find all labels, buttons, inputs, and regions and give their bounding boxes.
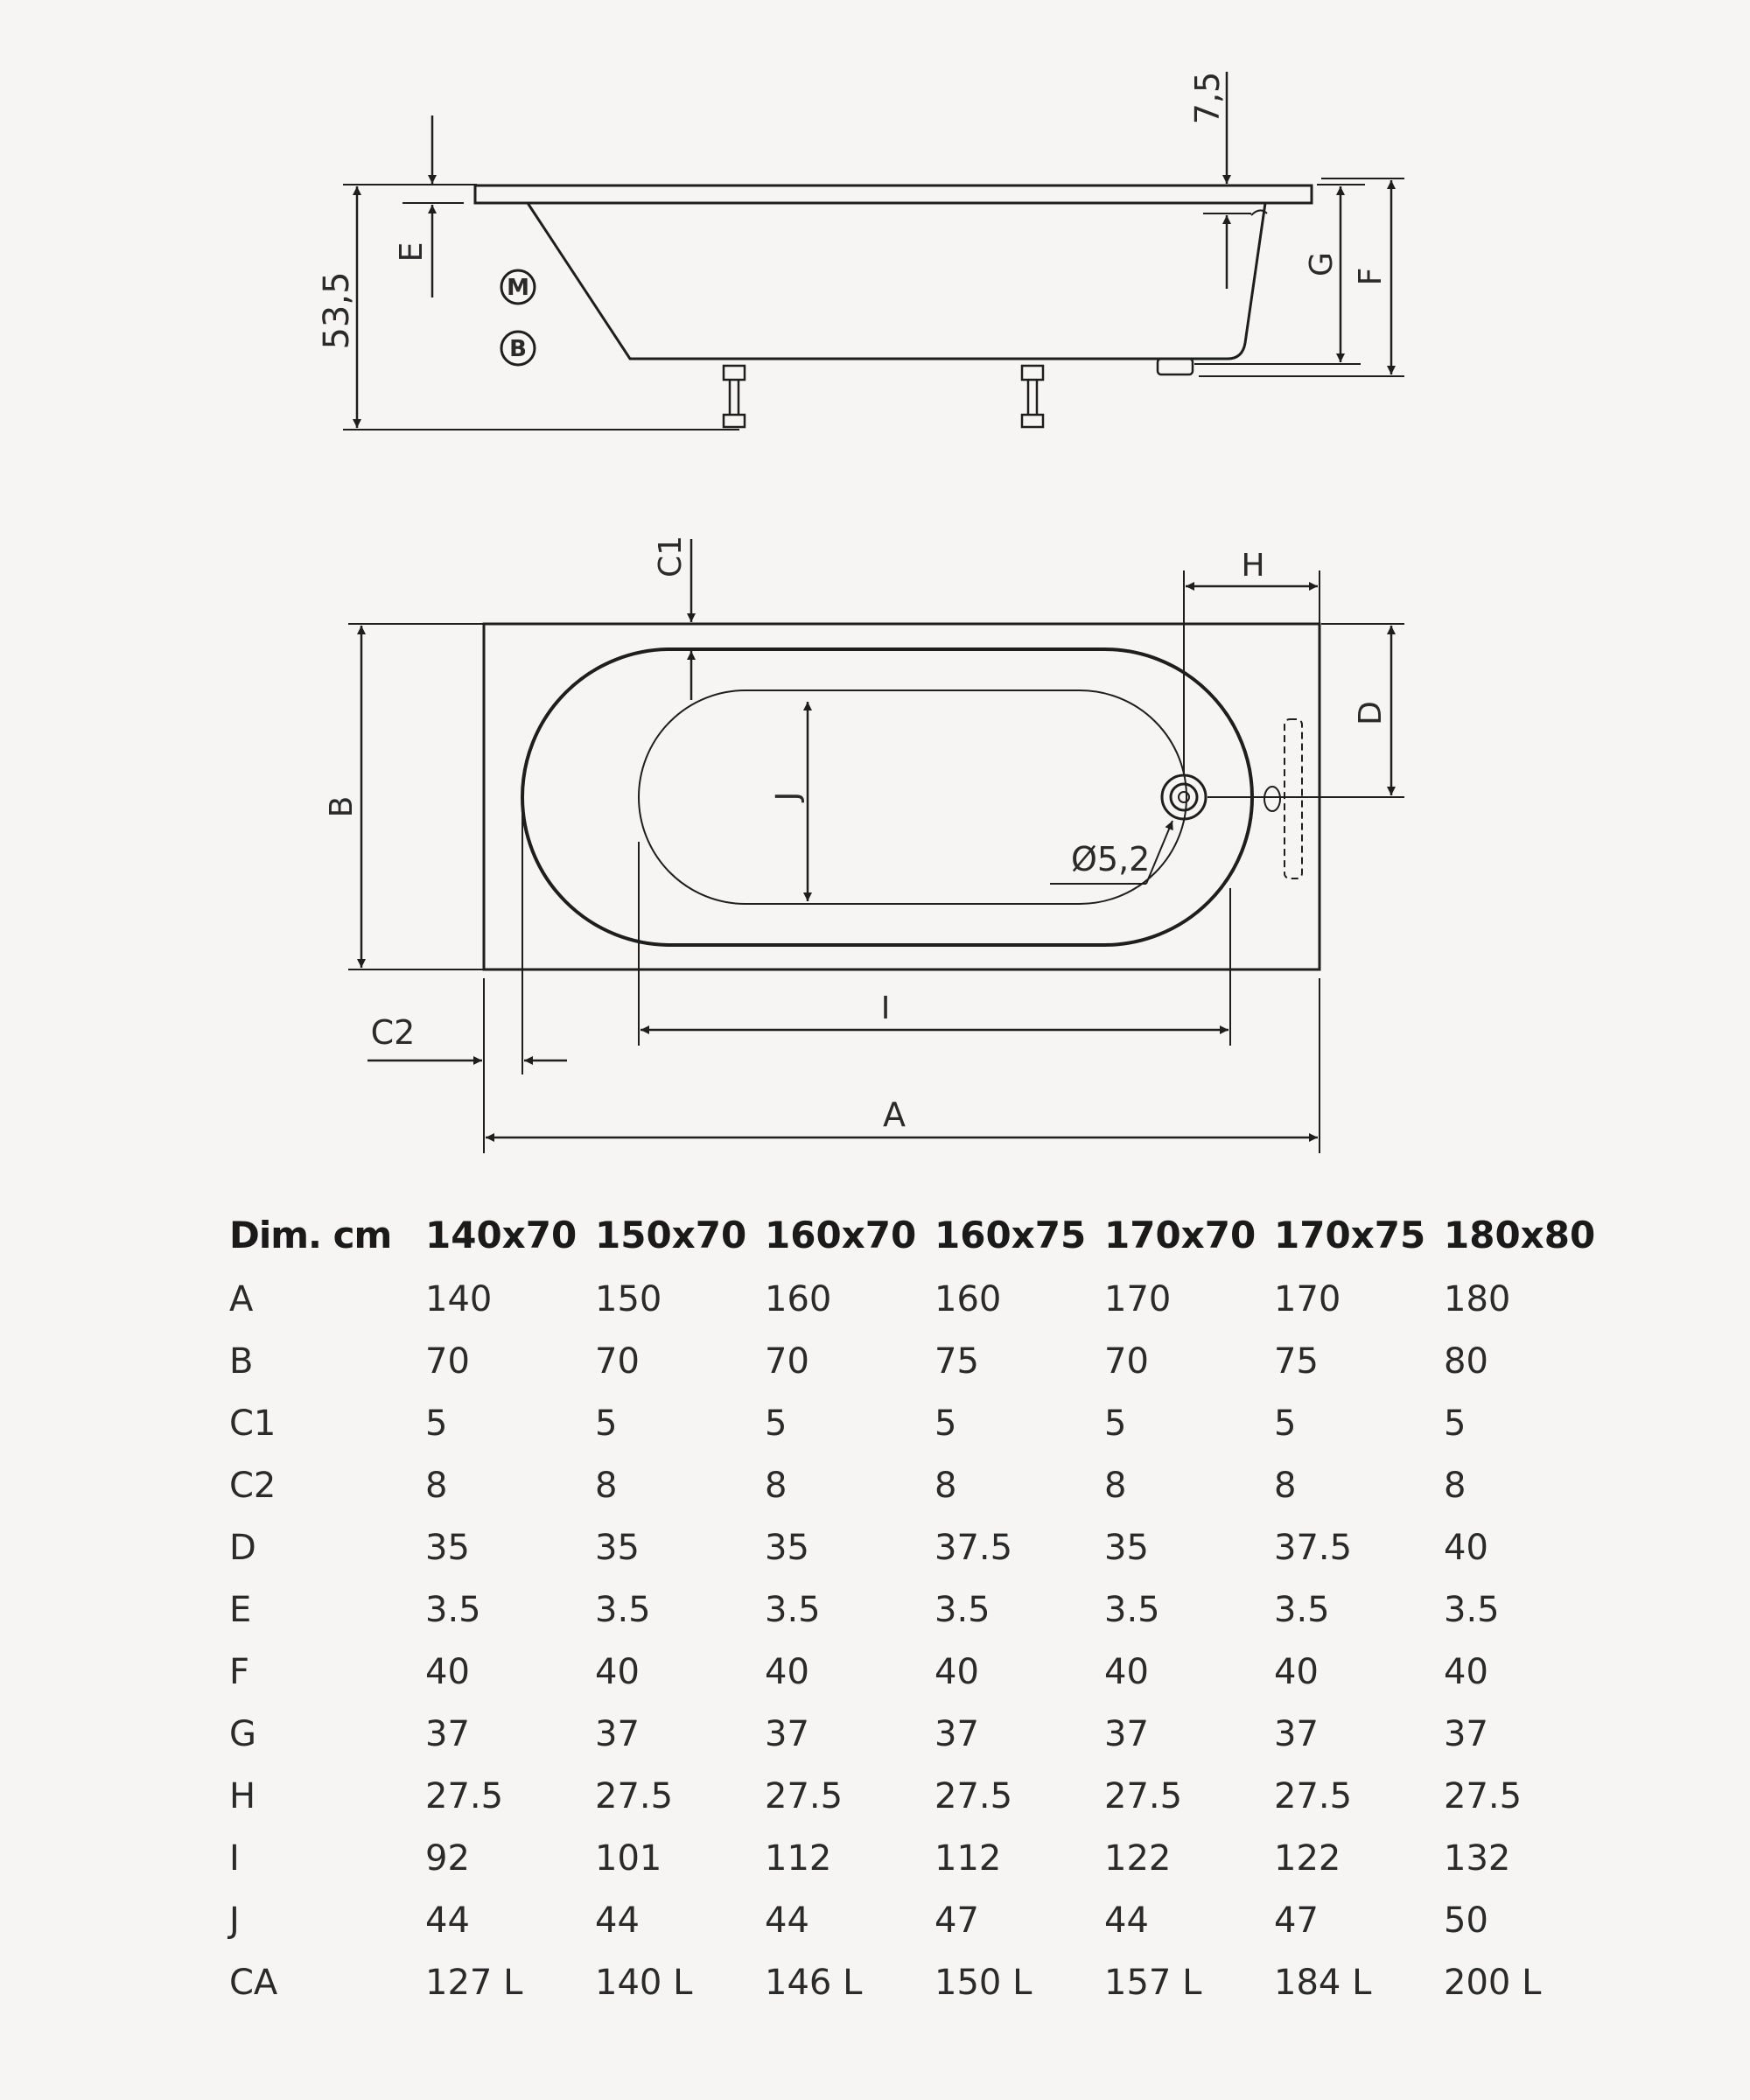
- table-cell: 27.5: [595, 1775, 674, 1816]
- row-label: F: [229, 1651, 250, 1692]
- table-cell: 37: [425, 1713, 470, 1754]
- overflow-outlet: [1158, 359, 1193, 374]
- dimension-c2: [368, 805, 567, 1153]
- column-header: 140x70: [425, 1213, 578, 1256]
- row-label: J: [229, 1900, 240, 1941]
- table-row: [229, 1703, 1614, 1765]
- table-cell: 40: [1444, 1651, 1488, 1692]
- table-cell: 157 L: [1104, 1962, 1202, 2003]
- table-row: [229, 1392, 1614, 1454]
- table-header-row: [229, 1201, 1614, 1268]
- column-header: 170x70: [1104, 1213, 1256, 1256]
- table-cell: 40: [1274, 1651, 1319, 1692]
- basin-outer: [522, 649, 1252, 945]
- table-cell: 37: [765, 1713, 809, 1754]
- table-cell: 75: [934, 1340, 979, 1382]
- table-cell: 5: [1274, 1403, 1297, 1444]
- table-cell: 40: [1104, 1651, 1149, 1692]
- marker-m-icon: [501, 270, 535, 304]
- table-cell: 5: [934, 1403, 957, 1444]
- dimension-e-label: E: [394, 242, 430, 262]
- table-cell: 132: [1444, 1838, 1511, 1879]
- column-header: 160x75: [934, 1213, 1087, 1256]
- table-cell: 44: [1104, 1900, 1149, 1941]
- table-cell: 35: [595, 1527, 640, 1568]
- table-cell: 5: [765, 1403, 788, 1444]
- table-cell: 37.5: [1274, 1527, 1353, 1568]
- total-height-label: 53,5: [317, 271, 357, 350]
- table-cell: 47: [934, 1900, 979, 1941]
- table-row: [229, 1765, 1614, 1827]
- dimension-j-label: J: [770, 791, 806, 802]
- table-cell: 8: [934, 1465, 957, 1506]
- table-cell: 37: [1104, 1713, 1149, 1754]
- top-offset-label: 7,5: [1188, 71, 1227, 125]
- row-label: A: [229, 1278, 254, 1320]
- table-cell: 27.5: [765, 1775, 844, 1816]
- table-cell: 44: [765, 1900, 809, 1941]
- table-row: [229, 1827, 1614, 1889]
- table-cell: 140 L: [595, 1962, 693, 2003]
- table-cell: 44: [425, 1900, 470, 1941]
- dimension-f: [1199, 178, 1404, 376]
- adjustable-leg: [724, 366, 745, 427]
- dimension-c1: [653, 536, 691, 700]
- table-cell: 112: [765, 1838, 832, 1879]
- table-cell: 37: [1274, 1713, 1319, 1754]
- table-cell: 140: [425, 1278, 493, 1320]
- table-cell: 27.5: [425, 1775, 504, 1816]
- dimension-g: [1194, 185, 1365, 364]
- table-cell: 3.5: [595, 1589, 651, 1630]
- dimension-a: [486, 978, 1320, 1153]
- table-cell: 3.5: [765, 1589, 821, 1630]
- column-header: 170x75: [1274, 1213, 1426, 1256]
- table-cell: 200 L: [1444, 1962, 1542, 2003]
- row-label: C1: [229, 1403, 276, 1444]
- row-label: CA: [229, 1962, 278, 2003]
- table-cell: 3.5: [1444, 1589, 1500, 1630]
- drain-diameter-label: Ø5,2: [1071, 840, 1151, 878]
- dimension-b-label: B: [324, 795, 360, 818]
- row-label: D: [229, 1527, 256, 1568]
- table-cell: 80: [1444, 1340, 1488, 1382]
- column-header: 180x80: [1444, 1213, 1596, 1256]
- dimensions-table: [229, 1201, 1614, 2013]
- overflow-slot: [1284, 719, 1302, 878]
- table-cell: 160: [765, 1278, 832, 1320]
- table-cell: 27.5: [1274, 1775, 1353, 1816]
- table-cell: 112: [934, 1838, 1002, 1879]
- table-cell: 35: [425, 1527, 470, 1568]
- table-cell: 5: [595, 1403, 618, 1444]
- table-cell: 70: [425, 1340, 470, 1382]
- marker-b-icon: [501, 332, 535, 365]
- table-cell: 8: [765, 1465, 788, 1506]
- table-cell: 170: [1274, 1278, 1341, 1320]
- table-row: [229, 1889, 1614, 1951]
- row-label: H: [229, 1775, 256, 1816]
- table-row: [229, 1951, 1614, 2013]
- table-cell: 5: [425, 1403, 448, 1444]
- table-cell: 40: [595, 1651, 640, 1692]
- table-cell: 40: [425, 1651, 470, 1692]
- table-cell: 122: [1274, 1838, 1341, 1879]
- table-row: [229, 1330, 1614, 1392]
- dimension-f-label: F: [1353, 267, 1389, 286]
- column-header: 150x70: [595, 1213, 747, 1256]
- dimension-a-label: A: [883, 1096, 906, 1134]
- dimension-h-label: H: [1241, 548, 1265, 584]
- row-label: B: [229, 1340, 254, 1382]
- table-cell: 8: [595, 1465, 618, 1506]
- dimension-top-offset: [1188, 72, 1251, 289]
- table-cell: 92: [425, 1838, 470, 1879]
- dimension-j: [770, 702, 808, 901]
- table-cell: 170: [1104, 1278, 1172, 1320]
- table-cell: 8: [1274, 1465, 1297, 1506]
- table-cell: 27.5: [934, 1775, 1013, 1816]
- table-cell: 160: [934, 1278, 1002, 1320]
- dimension-total-height: [317, 185, 739, 430]
- table-cell: 150 L: [934, 1962, 1032, 2003]
- table-row: [229, 1454, 1614, 1516]
- table-cell: 37: [1444, 1713, 1488, 1754]
- table-cell: 40: [1444, 1527, 1488, 1568]
- dimension-i-label: I: [880, 990, 891, 1026]
- svg-text:B: B: [509, 336, 527, 362]
- table-cell: 27.5: [1444, 1775, 1522, 1816]
- table-cell: 35: [1104, 1527, 1149, 1568]
- table-cell: 101: [595, 1838, 662, 1879]
- table-cell: 37.5: [934, 1527, 1013, 1568]
- table-row: [229, 1268, 1614, 1330]
- table-cell: 3.5: [934, 1589, 990, 1630]
- table-cell: 5: [1104, 1403, 1127, 1444]
- bathtub-side-body: [528, 203, 1265, 359]
- table-cell: 70: [595, 1340, 640, 1382]
- table-cell: 184 L: [1274, 1962, 1372, 2003]
- table-cell: 44: [595, 1900, 640, 1941]
- dimension-b: [324, 624, 484, 970]
- table-cell: 122: [1104, 1838, 1172, 1879]
- table-cell: 40: [765, 1651, 809, 1692]
- dimension-c1-label: C1: [653, 535, 689, 578]
- table-cell: 27.5: [1104, 1775, 1183, 1816]
- table-cell: 3.5: [425, 1589, 481, 1630]
- table-cell: 3.5: [1104, 1589, 1160, 1630]
- table-row: [229, 1578, 1614, 1641]
- table-cell: 70: [765, 1340, 809, 1382]
- dimension-h: [1184, 548, 1320, 775]
- adjustable-leg: [1022, 366, 1043, 427]
- table-cell: 150: [595, 1278, 662, 1320]
- table-cell: 35: [765, 1527, 809, 1568]
- table-cell: 180: [1444, 1278, 1511, 1320]
- table-row: [229, 1641, 1614, 1703]
- table-cell: 37: [934, 1713, 979, 1754]
- table-cell: 5: [1444, 1403, 1466, 1444]
- table-cell: 8: [425, 1465, 448, 1506]
- row-label: E: [229, 1589, 252, 1630]
- dimension-c2-label: C2: [370, 1013, 416, 1052]
- bathtub-outline: [484, 624, 1320, 970]
- table-cell: 3.5: [1274, 1589, 1330, 1630]
- table-cell: 8: [1444, 1465, 1466, 1506]
- row-label: C2: [229, 1465, 276, 1506]
- top-view: [324, 536, 1404, 1153]
- side-view: [317, 72, 1404, 430]
- row-label: G: [229, 1713, 256, 1754]
- table-cell: 75: [1274, 1340, 1319, 1382]
- table-cell: 40: [934, 1651, 979, 1692]
- dimension-e: [394, 116, 464, 298]
- table-cell: 47: [1274, 1900, 1319, 1941]
- table-cell: 50: [1444, 1900, 1488, 1941]
- svg-text:M: M: [507, 275, 529, 301]
- table-cell: 37: [595, 1713, 640, 1754]
- table-cell: 127 L: [425, 1962, 523, 2003]
- dimension-d: [1208, 624, 1404, 797]
- table-cell: 8: [1104, 1465, 1127, 1506]
- table-cell: 70: [1104, 1340, 1149, 1382]
- dimension-g-label: G: [1304, 252, 1340, 276]
- table-row: [229, 1516, 1614, 1578]
- bathtub-rim: [475, 186, 1312, 203]
- row-label: I: [229, 1838, 240, 1879]
- column-header: 160x70: [765, 1213, 917, 1256]
- table-header-label: Dim. cm: [229, 1213, 392, 1256]
- drain-icon: [1162, 775, 1206, 819]
- table-cell: 146 L: [765, 1962, 863, 2003]
- dimension-d-label: D: [1353, 701, 1389, 725]
